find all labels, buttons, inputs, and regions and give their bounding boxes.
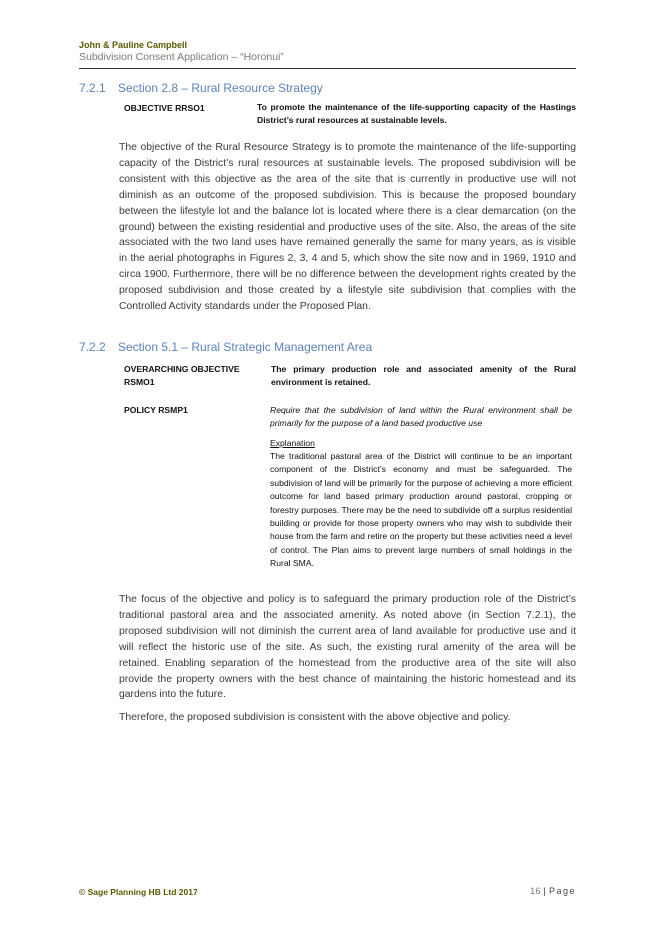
objective-rsmo1-label-line1: OVERARCHING OBJECTIVE bbox=[124, 364, 240, 374]
objective-rrso1-text: To promote the maintenance of the life-supporting capacity of the Hastings District’s rural resources at sustainable levels. bbox=[257, 102, 576, 126]
section-722-heading bbox=[79, 340, 372, 354]
footer-page-number: 16 bbox=[530, 886, 541, 896]
explanation-heading: Explanation bbox=[270, 438, 315, 448]
section-722-paragraph-1: The focus of the objective and policy is to safeguard the primary production role of the District’s traditional pastoral area and the associated amenity. As noted above (in Section 7.2.1), the proposed subdivision will not diminish the current area of land available for productive use and it will reflect the historic use of the site. As such, the existing rural amenity of the area will be retained. Enabling separation of the homestead from the productive area of the site will also provide the property owners with the best chance of maintaining the historic homestead and its gardens into the future. bbox=[119, 594, 576, 701]
page-header bbox=[79, 40, 576, 64]
section-721-paragraph: The objective of the Rural Resource Strategy is to promote the maintenance of the life-supporting capacity of the District’s rural resources at sustainable levels. The proposed subdivision will be consistent with this objective as the area of the site that is currently in productive use will not diminish as an outcome of the proposed subdivision. This is because the proposed boundary between the lifestyle lot and the balance lot is located where there is a clear demarcation (on the ground) between the existing residential and productive uses of the site. Also, the areas of the site associated with the two land uses have remained generally the same for many years, as is visible in the aerial photographs in Figures 2, 3, 4 and 5, which show the site now and in 1969, 1910 and circa 1900. Furthermore, there will be no difference between the development rights created by the proposed subdivision and those created by a lifestyle site subdivision that complies with the Controlled Activity standards under the Proposed Plan. bbox=[119, 142, 576, 313]
objective-rrso1-label: OBJECTIVE RRSO1 bbox=[124, 103, 205, 113]
section-722-number: 7.2.2 bbox=[79, 340, 106, 354]
footer-page-word: Page bbox=[548, 886, 576, 896]
policy-rsmp1-text: Require that the subdivision of land within the Rural environment shall be primarily for the purpose of a land based productive use bbox=[270, 405, 572, 429]
header-author: John & Pauline Campbell bbox=[79, 40, 188, 50]
objective-rsmo1-text: The primary production role and associated amenity of the Rural environment is retained. bbox=[271, 364, 576, 388]
explanation-text: The traditional pastoral area of the District will continue to be an important component of the District’s economy and must be safeguarded. The subdivision of land will be primarily for the purpose of achieving a more efficient outcome for land based primary production around pastoral, cropping or forestry purposes. There may be the need to subdivide off a surplus residential building or provide for those property owners who may wish to subdivide their house from the farm and retire on the property but these activities need a level of control. The Plan aims to prevent large numbers of small holdings in the Rural SMA. bbox=[270, 451, 572, 569]
section-721-title: Section 2.8 – Rural Resource Strategy bbox=[118, 81, 323, 95]
section-721-number: 7.2.1 bbox=[79, 81, 106, 95]
footer-copyright: © Sage Planning HB Ltd 2017 bbox=[79, 887, 198, 897]
section-722-paragraph-2: Therefore, the proposed subdivision is consistent with the above objective and policy. bbox=[119, 712, 511, 723]
policy-rsmp1-label: POLICY RSMP1 bbox=[124, 405, 188, 415]
objective-rsmo1-label-line2: RSMO1 bbox=[124, 377, 155, 387]
header-rule bbox=[79, 68, 576, 69]
section-721-heading bbox=[79, 81, 323, 95]
header-subtitle: Subdivision Consent Application – “Horonui” bbox=[79, 51, 284, 63]
section-722-title: Section 5.1 – Rural Strategic Management Area bbox=[118, 340, 373, 354]
footer-page-indicator bbox=[530, 886, 576, 896]
objective-rsmo1-label bbox=[124, 363, 240, 389]
footer-separator: | bbox=[543, 886, 547, 896]
